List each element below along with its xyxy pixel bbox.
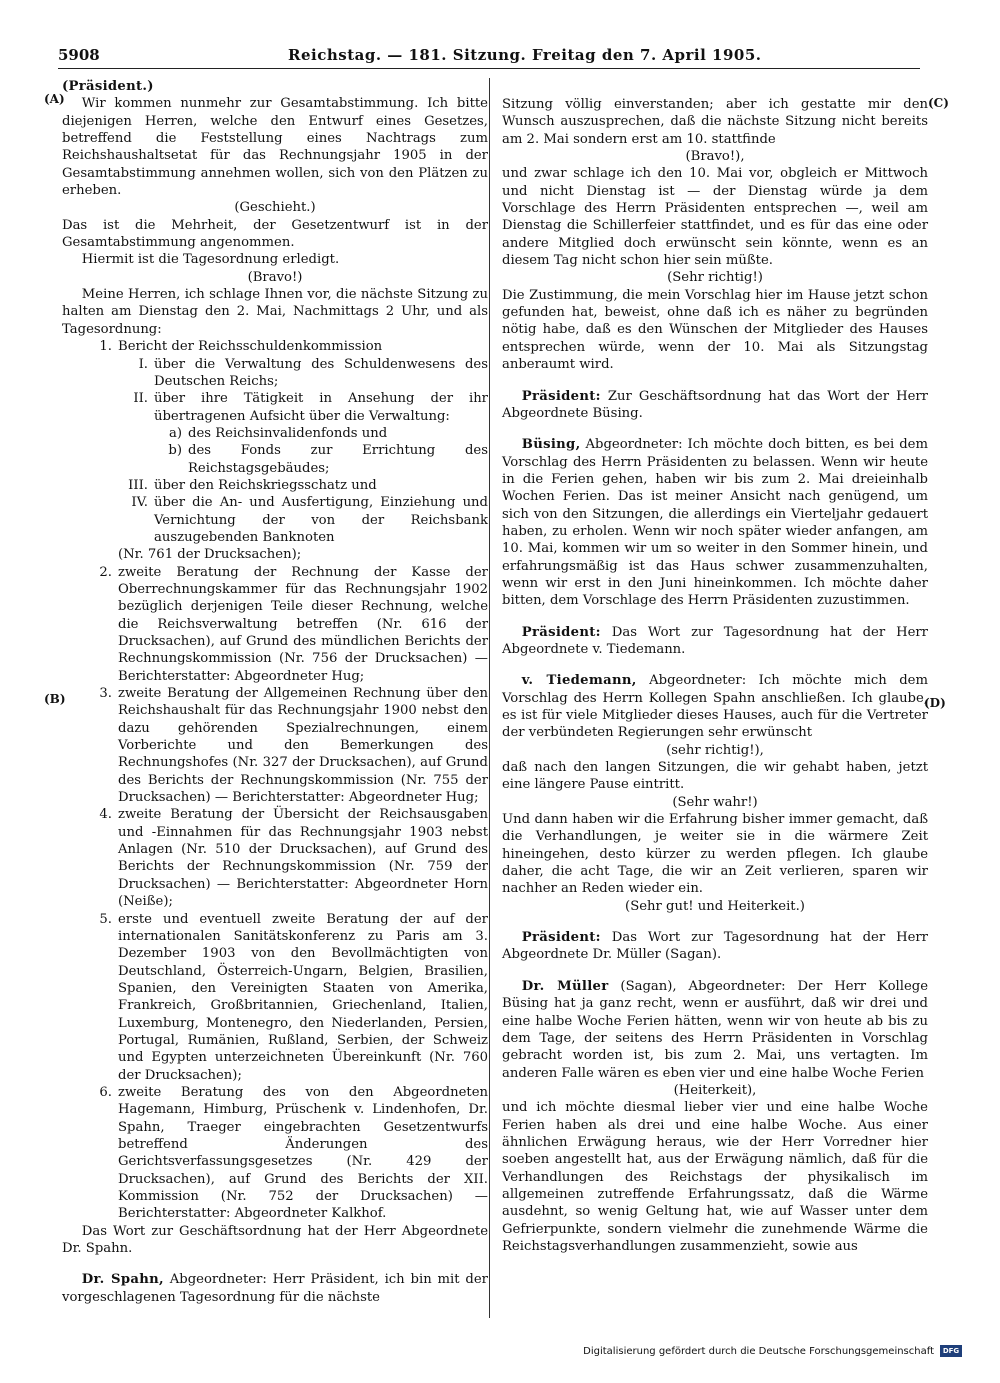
speech-text: Abgeordneter: Herr Präsident, ich bin mit der vorgeschlagenen Tagesordnung für die nächste xyxy=(62,1272,488,1305)
paragraph: Wir kommen nunmehr zur Gesamtabstimmung. Ich bitte diejenigen Herren, welche den Entwurf eines Gesetzes, betreffend die Feststellung eines Nachtrags zum Reichshaushaltsetat für das Rechnungsjahr 1905 in der Gesamtabstimmung annehmen wollen, sich von den Plätzen zu erheben. xyxy=(62,96,488,199)
speech xyxy=(502,436,928,609)
speech xyxy=(502,624,928,659)
left-column xyxy=(62,78,488,1306)
paragraph: und zwar schlage ich den 10. Mai vor, obgleich er Mittwoch und nicht Dienstag ist — der Dienstag würde ja dem Vorschlage des Herrn Präsidenten entsprechen —, weil am Dienstag die Schillerfeier stattfindet, und es für das eine oder andere Mitglied doch erwünscht sein könnte, wenn es an diesem Tag nicht schon hier sein müßte. xyxy=(502,166,928,269)
agenda-subitem: IV. über die An- und Ausfertigung, Einziehung und Vernichtung der von der Reichsbank auszugebenden Banknoten xyxy=(131,495,488,545)
running-title: Reichstag. — 181. Sitzung. Freitag den 7. April 1905. xyxy=(288,46,762,64)
paragraph: Die Zustimmung, die mein Vorschlag hier im Hause jetzt schon gefunden hat, beweist, ohne daß ich es näher zu begründen nötig habe, daß es den Wünschen der Mitglieder des Hauses entsprechen würde, wenn der 10. Mai als Sitzungstag anberaumt wird. xyxy=(502,287,928,373)
remark: (sehr richtig!), xyxy=(666,742,764,758)
speaker-name: Büsing, xyxy=(521,437,581,453)
remark: (Bravo!) xyxy=(247,269,303,285)
speech-text: Zur Geschäftsordnung hat das Wort der Herr Abgeordnete Büsing. xyxy=(502,388,928,421)
page-header xyxy=(58,46,920,69)
funding-text: Digitalisierung gefördert durch die Deutsche Forschungsgemeinschaft xyxy=(583,1345,934,1357)
speech xyxy=(502,978,928,1082)
agenda-item: 2. zweite Beratung der Rechnung der Kasse der Oberrechnungskammer für das Rechnungsjahr 1902 bezüglich derjenigen Teile dieser Rechnung, welche die Reichsverwaltung betreffen (Nr. 616 der Drucksachen), auf Grund des mündlichen Berichts der Rechnungskommission (Nr. 756 der Drucksachen) — Berichterstatter: Abgeordneter Hug; xyxy=(99,564,488,684)
agenda-item: 1. Bericht der Reichsschuldenkommission xyxy=(99,339,383,355)
speech-text: (Sagan), Abgeordneter: Der Herr Kollege Büsing hat ja ganz recht, wenn er ausführt, daß wir drei und eine halbe Woche Ferien hätten, wenn wir von heute ab bis zu dem Tage, der seitens des Herrn Präsidenten in Vorschlag gebracht worden ist, bis zum 2. Mai, uns vertagten. Im anderen Falle wären es eben vier und eine halbe Woche Ferien xyxy=(502,978,928,1081)
agenda-subsubitem: a) des Reichsinvalidenfonds und xyxy=(168,425,388,441)
remark: (Bravo!), xyxy=(685,149,745,165)
agenda-subitem: II. über ihre Tätigkeit in Ansehung der ihr übertragenen Aufsicht über die Verwaltung: xyxy=(133,391,488,424)
paragraph: Das Wort zur Geschäftsordnung hat der Herr Abgeordnete Dr. Spahn. xyxy=(62,1223,488,1257)
paragraph: Und dann haben wir die Erfahrung bisher immer gemacht, daß die Verhandlungen, je weiter sie in die wärmere Zeit hineingehen, desto kürzer zu werden pflegen. Ich glaube daher, die acht Tage, die wir an Zeit verlieren, sparen wir nachher an Reden wieder ein. xyxy=(502,812,928,897)
paragraph: Meine Herren, ich schlage Ihnen vor, die nächste Sitzung zu halten am Dienstag den 2. Mai, Nachmittags 2 Uhr, und als Tagesordnung: xyxy=(62,287,488,337)
agenda-subsubitem: b) des Fonds zur Errichtung des Reichstagsgebäudes; xyxy=(168,443,488,476)
right-column xyxy=(502,96,928,1255)
remark: (Heiterkeit), xyxy=(673,1082,757,1098)
page-number: 5908 xyxy=(58,46,100,64)
speech xyxy=(502,672,928,741)
margin-mark-b: (B) xyxy=(44,692,66,706)
agenda-item: 3. zweite Beratung der Allgemeinen Rechnung über den Reichshaushalt für das Rechnungsjahr 1900 nebst den dazu gehörenden Spezialrechnungen, einem Vorberichte und den Bemerkungen des Rechnungshofes (Nr. 327 der Drucksachen), auf Grund des Berichts der Rechnungskommission (Nr. 755 der Drucksachen) — Berichterstatter: Abgeordneter Hug; xyxy=(99,686,488,806)
speech-text: Abgeordneter: Ich möchte doch bitten, es bei dem Vorschlag des Herrn Präsidenten zu belassen. Wenn wir heute in die Ferien gehen, haben wir bis zum 2. Mai dreieinhalb Wochen Ferien. Das ist meiner Ansicht nach genügend, um sich von den Sitzungen, die allerdings ein Vierteljahr gedauert haben, zu erholen. Wenn wir noch später wieder anfangen, am 10. Mai, kommen wir um so weiter in den Sommer hinein, und erfahrungsmäßig ist das Haus schwer zusammenzuhalten, wenn wir erst in den Juni hineinkommen. Ich möchte daher bitten, dem Vorschlage des Herrn Präsidenten zuzustimmen. xyxy=(502,437,928,609)
remark: (Sehr gut! und Heiterkeit.) xyxy=(625,898,805,914)
speaker-name: Präsident: xyxy=(521,388,601,404)
paragraph: Sitzung völlig einverstanden; aber ich gestatte mir den Wunsch auszusprechen, daß die nächste Sitzung nicht bereits am 2. Mai sondern erst am 10. stattfinde xyxy=(502,97,928,147)
dfg-logo-icon: DFG xyxy=(940,1345,962,1357)
paragraph: Das ist die Mehrheit, der Gesetzentwurf ist in der Gesamtabstimmung angenommen. xyxy=(62,217,488,251)
speech-text: Das Wort zur Tagesordnung hat der Herr Abgeordnete v. Tiedemann. xyxy=(502,624,928,657)
speech xyxy=(502,929,928,964)
paragraph: und ich möchte diesmal lieber vier und eine halbe Woche Ferien haben als drei und eine halbe Woche. Aus einer ähnlichen Erwägung heraus, wie der Herr Vorredner hier soeben angestellt hat, aus der Erwägung nämlich, daß für die Verhandlungen des Reichstags der physikalisch im allgemeinen zutreffende Erfahrungssatz, daß die Wärme ausdehnt, so wenig Geltung hat, wie auf Wasser unter dem Gefrierpunkte, sondern vielmehr die zunehmende Wärme die Reichstagsverhandlungen zusammenzieht, sowie aus xyxy=(502,1100,928,1254)
agenda-item: 5. erste und eventuell zweite Beratung der auf der internationalen Sanitätskonferenz zu Paris am 3. Dezember 1903 von den Bevollmächtigten von Deutschland, Österreich-Ungarn, Belgien, Brasilien, Spanien, den Vereinigten Staaten von Amerika, Frankreich, Großbritannien, Griechenland, Italien, Luxemburg, Montenegro, den Niederlanden, Persien, Portugal, Rumänien, Rußland, Serbien, der Schweiz und Egypten unterzeichneten Übereinkunft (Nr. 760 der Drucksachen); xyxy=(99,911,488,1083)
margin-mark-d: (D) xyxy=(924,696,946,710)
margin-mark-c: (C) xyxy=(928,96,949,110)
document-reference: (Nr. 761 der Drucksachen); xyxy=(118,547,302,563)
agenda-item: 6. zweite Beratung des von den Abgeordneten Hagemann, Himburg, Prüschenk v. Lindenhofen, Dr. Spahn, Traeger eingebrachten Gesetzentwurfs betreffend Änderungen des Gerichtsverfassungsgesetzes (Nr. 429 der Drucksachen), auf Grund des Berichts der XII. Kommission (Nr. 752 der Drucksachen) — Berichterstatter: Abgeordneter Kalkhof. xyxy=(99,1084,488,1222)
speaker-name: Dr. Müller xyxy=(521,978,609,994)
speech-text: Das Wort zur Tagesordnung hat der Herr Abgeordnete Dr. Müller (Sagan). xyxy=(502,930,928,963)
speaker-name: Dr. Spahn, xyxy=(81,1272,164,1288)
margin-mark-a: (A) xyxy=(44,92,65,106)
agenda-item: 4. zweite Beratung der Übersicht der Reichsausgaben und -Einnahmen für das Rechnungsjahr 1903 nebst Anlagen (Nr. 510 der Drucksachen), auf Grund des Berichts der Rechnungskommission (Nr. 759 der Drucksachen) — Berichterstatter: Abgeordneter Horn (Neiße); xyxy=(99,807,488,910)
funding-note xyxy=(583,1345,962,1357)
speech-text: Abgeordneter: Ich möchte mich dem Vorschlag des Herrn Kollegen Spahn anschließen. Ich glaube, es ist für viele Mitglieder dieses Hauses, auch für die Vertreter der verbündeten Regierungen sehr erwünscht xyxy=(502,673,928,741)
speaker-name: Präsident: xyxy=(521,624,601,640)
paragraph: daß nach den langen Sitzungen, die wir gehabt haben, jetzt eine längere Pause eintritt. xyxy=(502,760,928,793)
paragraph: Hiermit ist die Tagesordnung erledigt. xyxy=(81,252,340,268)
remark: (Sehr wahr!) xyxy=(672,794,758,810)
speech xyxy=(62,1271,488,1306)
agenda-subitem: III. über den Reichskriegsschatz und xyxy=(128,477,377,493)
remark: (Sehr richtig!) xyxy=(667,270,763,286)
speaker-name: v. Tiedemann, xyxy=(521,673,637,689)
agenda-subitem: I. über die Verwaltung des Schuldenwesens des Deutschen Reichs; xyxy=(138,356,488,389)
column-divider xyxy=(489,78,490,1318)
remark: (Geschieht.) xyxy=(234,200,316,216)
speaker-name: Präsident: xyxy=(521,930,601,946)
speech xyxy=(502,388,928,423)
speaker-label: (Präsident.) xyxy=(62,79,154,94)
agenda-list xyxy=(62,338,488,1223)
